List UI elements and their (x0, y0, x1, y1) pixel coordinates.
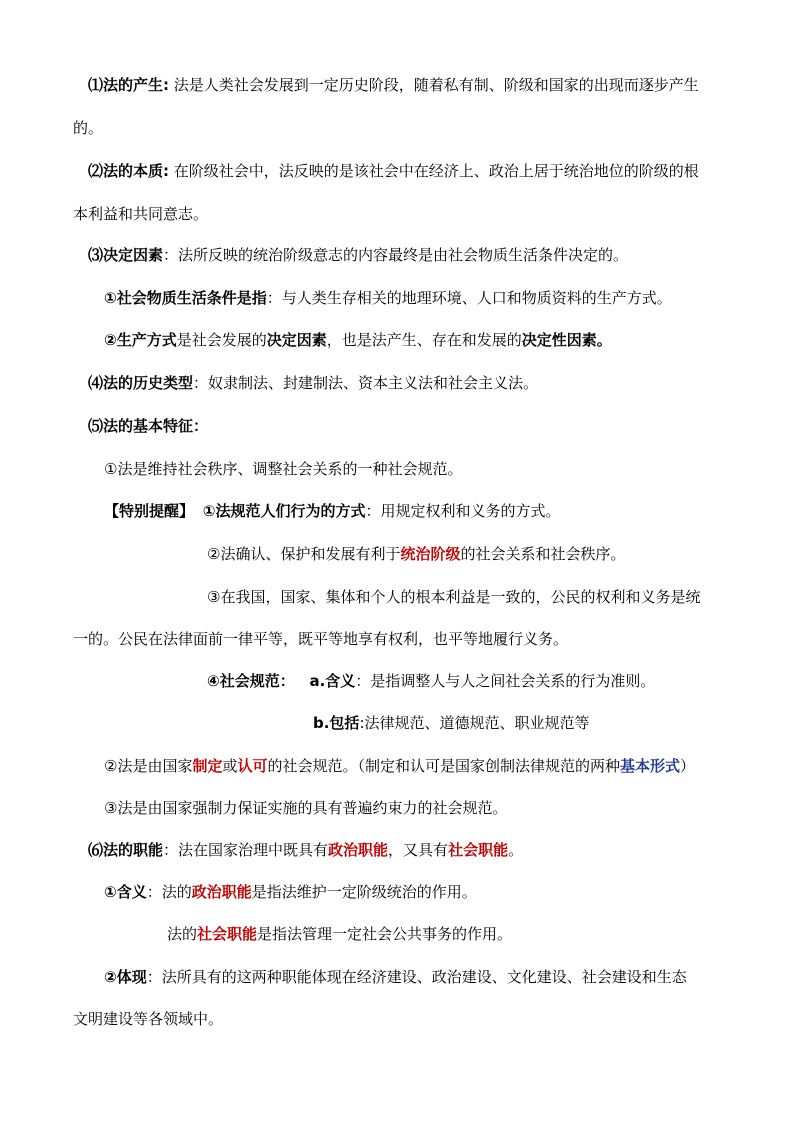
p6-t2: ，又具有 (388, 841, 449, 859)
p2-text1: 在阶级社会中，法反映的是该社会中在经济上、政治上居于统治地位的阶级的根 (169, 162, 699, 180)
p6-r1: 政治职能 (328, 841, 389, 859)
p5-line (88, 415, 208, 437)
p6b-t1: 法的 (167, 925, 198, 943)
p3b-line (104, 329, 612, 351)
p5b-r2: 认可 (237, 757, 268, 775)
p6b-r1: 社会职能 (197, 925, 258, 943)
reminder-line1 (104, 500, 561, 522)
p5a-line (104, 458, 462, 480)
p1-label: ⑴法的产生: (88, 76, 169, 94)
p2-line1 (88, 160, 699, 182)
reminder-line3-text: ③在我国，国家、集体和个人的根本利益是一致的，公民的权利和义务是统 (207, 588, 701, 606)
reminder-a-label: a.含义 (309, 672, 356, 690)
p5b-blue: 基本形式 (620, 757, 681, 775)
reminder-t2b: 的社会关系和社会秩序。 (460, 545, 626, 563)
p6-t1: ：法在国家治理中既具有 (163, 841, 329, 859)
p5b-line (104, 755, 695, 777)
p3b-t2: ，也是法产生、存在和发展的 (326, 331, 522, 349)
p3-label: ⑶决定因素 (88, 246, 164, 264)
p6a-r1: 政治职能 (191, 883, 252, 901)
reminder-b-label: b.包括 (313, 714, 360, 732)
p6a-t2: 是指法维护一定阶级统治的作用。 (251, 883, 477, 901)
p5c-text: ③法是由国家强制力保证实施的具有普遍约束力的社会规范。 (104, 799, 508, 817)
p6a-line (104, 881, 477, 903)
p6c-text1: ：法所具有的这两种职能体现在经济建设、政治建设、文化建设、社会建设和生态 (146, 968, 687, 986)
p1-text2: 的。 (73, 119, 104, 137)
p2-line2 (73, 203, 208, 225)
p3a-text: ：与人类生存相关的地理环境、人口和物质资料的生产方式。 (266, 289, 672, 307)
p6-r2: 社会职能 (448, 841, 509, 859)
p6c-text2: 文明建设等各领域中。 (73, 1010, 224, 1028)
p3a-line (104, 287, 672, 309)
p3-text: ：法所反映的统治阶级意志的内容最终是由社会物质生活条件决定的。 (163, 246, 629, 264)
reminder-line5 (313, 712, 590, 734)
p3b-t1: 是社会发展的 (176, 331, 267, 349)
p6b-t2: 是指法管理一定社会公共事务的作用。 (257, 925, 513, 943)
p6a-t1: ：法的 (146, 883, 192, 901)
reminder-line3 (207, 586, 700, 608)
p4-line (88, 372, 538, 394)
p5b-t2: 或 (222, 757, 238, 775)
p6-t3: 。 (508, 841, 524, 859)
reminder-t2a: ②法确认、保护和发展有利于 (207, 545, 401, 563)
p5a-text: ①法是维持社会秩序、调整社会关系的一种社会规范。 (104, 460, 463, 478)
p6c-line1 (104, 966, 687, 988)
reminder-a-text: ：是指调整人与人之间社会关系的行为准则。 (355, 672, 656, 690)
reminder-text1: ：用规定权利和义务的方式。 (365, 502, 561, 520)
p3b-label: ②生产方式 (104, 331, 177, 349)
p6c-line2 (73, 1008, 223, 1030)
p6b-line (167, 923, 512, 945)
reminder-tag: 【特别提醒】 (104, 502, 195, 520)
p2-text2: 本利益和共同意志。 (73, 205, 209, 223)
p6-label: ⑹法的职能 (88, 841, 164, 859)
p4-text: ：奴隶制法、封建制法、资本主义法和社会主义法。 (193, 374, 539, 392)
p5b-t4: ） (680, 757, 696, 775)
p3-line (88, 244, 628, 266)
p3b-b1: 决定因素 (266, 331, 327, 349)
p6c-label: ②体现 (104, 968, 147, 986)
p1-line1 (88, 74, 699, 96)
p2-label: ⑵法的本质: (88, 162, 169, 180)
reminder-label1: ①法规范人们行为的方式 (202, 502, 366, 520)
p5c-line (104, 797, 507, 819)
p5b-r1: 制定 (192, 757, 223, 775)
p5b-t1: ②法是由国家 (104, 757, 193, 775)
p6-line (88, 839, 523, 861)
reminder-line2 (207, 543, 625, 565)
reminder-red2: 统治阶级 (400, 545, 461, 563)
reminder-line3b (73, 628, 568, 650)
reminder-line3b-text: 一的。公民在法律面前一律平等，既平等地享有权利，也平等地履行义务。 (73, 630, 569, 648)
p4-label: ⑷法的历史类型 (88, 374, 194, 392)
p6a-label: ①含义 (104, 883, 147, 901)
p1-text1: 法是人类社会发展到一定历史阶段，随着私有制、阶级和国家的出现而逐步产生 (169, 76, 699, 94)
p5-label: ⑸法的基本特征： (88, 417, 209, 435)
p5b-t3: 的社会规范。（制定和认可是国家创制法律规范的两种 (267, 757, 621, 775)
reminder-line4 (207, 670, 655, 692)
p1-line2 (73, 117, 103, 139)
p3a-label: ①社会物质生活条件是指 (104, 289, 267, 307)
p3b-b2: 决定性因素。 (521, 331, 612, 349)
reminder-b-text: :法律规范、道德规范、职业规范等 (359, 714, 590, 732)
reminder-label4: ④社会规范： (207, 672, 295, 690)
